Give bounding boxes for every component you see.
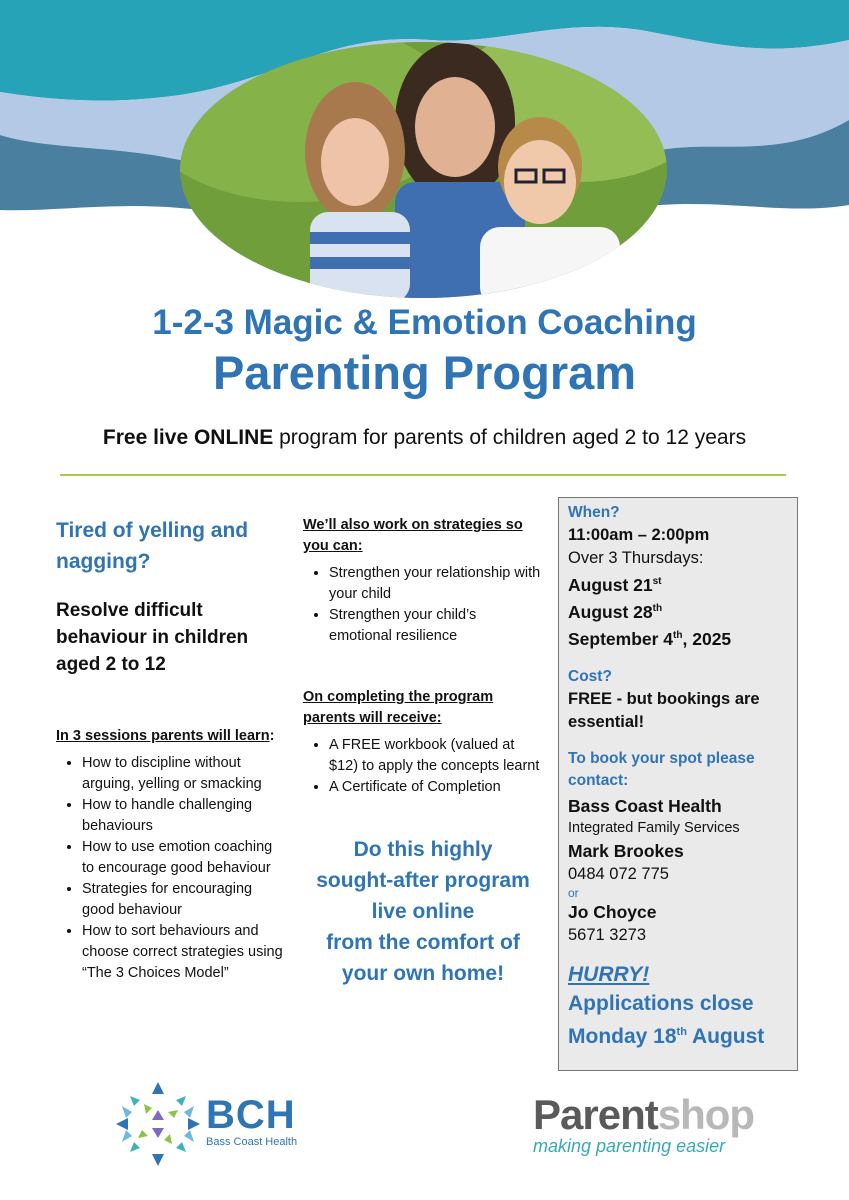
learn-heading-colon: : [269,728,275,744]
close-line-2-sup: th [676,1026,687,1039]
cost-label: Cost? [568,668,612,686]
promo-line: Do this highly [353,838,493,861]
question-heading: Tired of yelling and nagging? [56,519,249,573]
subtitle-rest: program for parents of children aged 2 to 12 years [273,426,747,449]
hurry-text: HURRY! [568,963,650,987]
date-3-text: September 4 [568,628,674,649]
strategies-heading-text: We’ll also work on strategies so you can [303,517,523,554]
parentshop-wordmark [533,1091,763,1138]
strategies-list [303,563,543,647]
list-item: • Strengthen your child’s emotional resilience [329,605,543,647]
statement-heading: Resolve difficult behaviour in children aged 2 to 12 [56,600,249,675]
close-line-1: Applications close [568,992,754,1016]
receive-heading-colon: : [436,710,442,726]
list-item: • A FREE workbook (valued at $12) to apply the concepts learnt [329,735,543,777]
list-item: • Strengthen your relationship with your child [329,563,543,605]
parentshop-light: shop [657,1091,755,1138]
strategies-heading-colon: : [357,538,363,554]
receive-heading-text: On completing the program parents will receive [303,689,494,726]
promo-line: your own home! [341,962,505,985]
learn-heading [56,726,288,747]
list-item: • A Certificate of Completion [329,777,543,798]
date-2 [568,597,789,624]
info-box [558,497,798,1071]
subtitle [0,426,849,450]
promo-text [303,834,543,989]
date-1-text: August 21 [568,574,653,595]
parentshop-dark: Parent [533,1091,658,1138]
column-middle [303,515,543,989]
contact-1-name: Mark Brookes [568,841,684,862]
bch-letters: BCH [206,1093,296,1137]
or-text: or [568,886,579,901]
list-item: • How to handle challenging behaviours [82,795,288,837]
list-item: • How to discipline without arguing, yelling or smacking [82,753,288,795]
date-3-sup: th [673,629,683,641]
title-line-1: 1-2-3 Magic & Emotion Coaching [152,303,697,342]
divider-rule [60,474,786,476]
promo-line: live online [371,900,475,923]
list-item: • How to use emotion coaching to encourage good behaviour [82,837,288,879]
cost-value: FREE - but bookings are essential! [568,690,760,732]
bch-wordmark [206,1095,297,1149]
bch-name: Bass Coast Health [206,1136,298,1148]
parentshop-logo [533,1091,763,1156]
close-line-2-pre: Monday 18 [568,1025,677,1049]
close-line-2 [568,1018,789,1051]
receive-list [303,735,543,798]
promo-line: from the comfort of [326,931,520,954]
receive-heading [303,687,543,729]
promo-line: sought-after program [316,869,530,892]
org-name: Bass Coast Health [568,796,722,817]
subtitle-bold: Free live ONLINE [102,426,274,449]
strategies-heading [303,515,543,557]
contact-2-name: Jo Choyce [568,902,657,923]
list-item: • How to sort behaviours and choose correct strategies using “The 3 Choices Model” [82,921,288,984]
learn-list [56,753,288,984]
over-value: Over 3 Thursdays: [568,549,704,567]
date-2-sup: th [652,602,663,614]
title-line-2: Parenting Program [212,346,637,399]
list-item: • Strategies for encouraging good behaviour [82,879,288,921]
column-left [56,515,288,984]
date-3-year: , 2025 [682,628,732,649]
parentshop-tagline: making parenting easier [533,1136,726,1156]
book-label: To book your spot please contact: [568,750,755,790]
dept-name: Integrated Family Services [568,820,740,837]
contact-2-phone: 5671 3273 [568,926,646,945]
date-1-sup: st [652,576,662,587]
date-1 [568,570,789,597]
contact-1-phone: 0484 072 775 [568,865,669,884]
close-line-2-post: August [686,1025,765,1049]
date-3 [568,624,789,651]
family-photo [180,42,667,298]
when-label: When? [568,504,620,521]
learn-heading-text: In 3 sessions parents will learn [56,728,270,744]
date-2-text: August 28 [568,601,653,622]
time-value: 11:00am – 2:00pm [568,526,710,544]
